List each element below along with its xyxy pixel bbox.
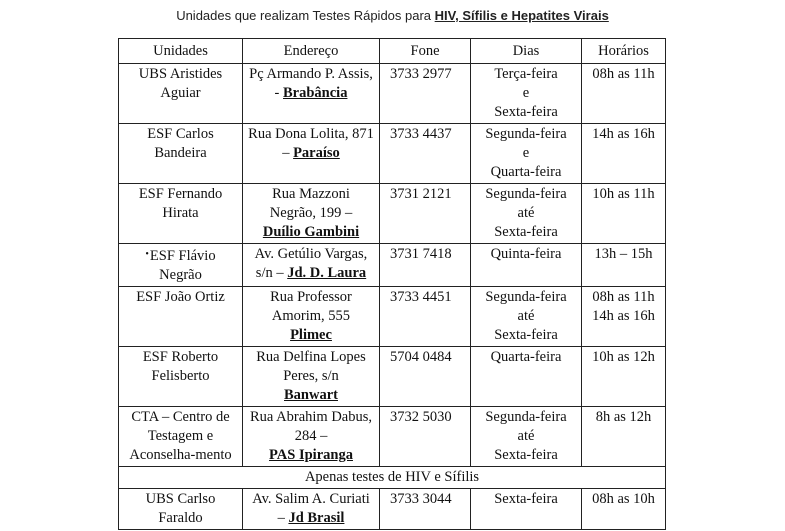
- unit-line: UBS Carlso: [145, 491, 216, 507]
- page-title: [0, 8, 785, 23]
- cell-unit: [119, 244, 243, 287]
- unit-line: Aconselha-mento: [129, 447, 232, 463]
- cell-hours: [582, 244, 666, 287]
- table-row: [119, 184, 666, 244]
- cell-phone: 3733 4451: [380, 287, 471, 347]
- section-note-row: [119, 467, 666, 489]
- unit-line: Testagem e: [147, 428, 214, 444]
- days-line: até: [517, 428, 535, 444]
- section-note: Apenas testes de HIV e Sífilis: [119, 467, 666, 489]
- hours-line: 10h as 11h: [592, 186, 655, 202]
- hours-line: 08h as 11h: [592, 66, 655, 82]
- table-row: [119, 287, 666, 347]
- cell-days: [471, 347, 582, 407]
- locality: Plimec: [290, 327, 332, 343]
- days-line: Sexta-feira: [494, 104, 558, 120]
- unit-line: [122, 245, 239, 266]
- cell-hours: [582, 489, 666, 530]
- table-row: [119, 244, 666, 287]
- cell-address: [243, 489, 380, 530]
- unit-line: ESF João Ortiz: [136, 289, 225, 305]
- locality-line: [246, 386, 376, 405]
- cell-address: [243, 244, 380, 287]
- cell-address: [243, 347, 380, 407]
- cell-address: [243, 64, 380, 124]
- locality: Banwart: [284, 387, 338, 403]
- unit-line: Bandeira: [154, 145, 207, 161]
- locality: Jd Brasil: [288, 510, 345, 526]
- locality: Duílio Gambini: [262, 224, 360, 240]
- unit-line: Aguiar: [160, 85, 201, 101]
- unit-line: Hirata: [162, 205, 199, 221]
- address-prefix: –: [277, 510, 289, 526]
- days-line: Sexta-feira: [494, 447, 558, 463]
- cell-days: [471, 124, 582, 184]
- address-line: Rua Professor: [270, 289, 352, 305]
- hours-line: 13h – 15h: [594, 246, 653, 262]
- header-horarios: Horários: [582, 39, 666, 64]
- cell-unit: [119, 489, 243, 530]
- cell-phone: 3731 7418: [380, 244, 471, 287]
- title-highlight: HIV, Sífilis e Hepatites Virais: [434, 8, 609, 23]
- cell-unit: [119, 287, 243, 347]
- cell-days: [471, 64, 582, 124]
- cell-days: [471, 244, 582, 287]
- days-line: e: [522, 145, 530, 161]
- cell-unit: [119, 64, 243, 124]
- days-line: Quarta-feira: [490, 349, 562, 365]
- unit-line: Felisberto: [151, 368, 210, 384]
- days-line: Sexta-feira: [494, 327, 558, 343]
- days-line: Sexta-feira: [494, 491, 558, 507]
- days-line: Segunda-feira: [485, 126, 567, 142]
- cell-address: [243, 407, 380, 467]
- table-row: [119, 64, 666, 124]
- unit-text: ESF Flávio: [149, 248, 216, 264]
- locality-line: [246, 446, 376, 465]
- cell-unit: [119, 124, 243, 184]
- locality: Jd. D. Laura: [287, 265, 367, 281]
- header-endereco: Endereço: [243, 39, 380, 64]
- hours-line: 08h as 10h: [592, 491, 655, 507]
- units-table: [118, 38, 666, 530]
- header-unidades: Unidades: [119, 39, 243, 64]
- days-line: até: [517, 308, 535, 324]
- bullet-icon: •: [145, 249, 149, 260]
- title-prefix: Unidades que realizam Testes Rápidos para: [176, 8, 435, 23]
- cell-hours: [582, 64, 666, 124]
- days-line: Quarta-feira: [490, 164, 562, 180]
- header-fone: Fone: [380, 39, 471, 64]
- days-line: Segunda-feira: [485, 409, 567, 425]
- days-line: Segunda-feira: [485, 289, 567, 305]
- address-line: Amorim, 555: [271, 308, 351, 324]
- cell-unit: [119, 347, 243, 407]
- unit-line: ESF Carlos: [147, 126, 214, 142]
- locality: PAS Ipiranga: [269, 447, 353, 463]
- locality-line: [246, 84, 376, 103]
- address-line: Rua Abrahim Dabus,: [249, 409, 373, 425]
- address-line: Rua Mazzoni: [272, 186, 350, 202]
- cell-address: [243, 184, 380, 244]
- cell-address: [243, 287, 380, 347]
- table-row: [119, 347, 666, 407]
- address-line: Peres, s/n: [283, 368, 339, 384]
- hours-line: 8h as 12h: [595, 409, 652, 425]
- table-row: [119, 124, 666, 184]
- days-line: Sexta-feira: [494, 224, 558, 240]
- locality: Brabância: [283, 85, 348, 101]
- days-line: até: [517, 205, 535, 221]
- unit-line: Faraldo: [158, 510, 203, 526]
- cell-days: [471, 287, 582, 347]
- cell-phone: 3733 2977: [380, 64, 471, 124]
- unit-line: ESF Fernando: [138, 186, 223, 202]
- hours-line: 14h as 16h: [592, 308, 655, 324]
- table-body: [119, 64, 666, 530]
- unit-line: UBS Aristides: [138, 66, 223, 82]
- cell-hours: [582, 347, 666, 407]
- address-line: Av. Salim A. Curiati: [252, 491, 370, 507]
- cell-unit: [119, 184, 243, 244]
- locality-line: [246, 326, 376, 345]
- locality: Paraíso: [293, 145, 340, 161]
- cell-hours: [582, 184, 666, 244]
- cell-hours: [582, 407, 666, 467]
- days-line: Segunda-feira: [485, 186, 567, 202]
- cell-phone: 3733 4437: [380, 124, 471, 184]
- hours-line: 08h as 11h: [592, 289, 655, 305]
- unit-line: Negrão: [159, 267, 202, 283]
- table-row: [119, 407, 666, 467]
- hours-line: 10h as 12h: [592, 349, 655, 365]
- table-row: [119, 489, 666, 530]
- address-line: 284 –: [294, 428, 328, 444]
- days-line: Quinta-feira: [490, 246, 562, 262]
- locality-line: [246, 264, 376, 283]
- address-line: Pç Armando P. Assis,: [249, 66, 373, 82]
- address-line: Rua Dona Lolita, 871: [248, 126, 374, 142]
- table-header-row: [119, 39, 666, 64]
- address-line: Rua Delfina Lopes: [256, 349, 366, 365]
- days-line: e: [522, 85, 530, 101]
- unit-line: CTA – Centro de: [131, 409, 230, 425]
- cell-phone: 3732 5030: [380, 407, 471, 467]
- hours-line: 14h as 16h: [592, 126, 655, 142]
- cell-days: [471, 489, 582, 530]
- unit-line: ESF Roberto: [142, 349, 219, 365]
- locality-line: [246, 144, 376, 163]
- cell-address: [243, 124, 380, 184]
- days-line: Terça-feira: [494, 66, 558, 82]
- cell-days: [471, 184, 582, 244]
- locality-line: [246, 509, 376, 528]
- cell-phone: 3733 3044: [380, 489, 471, 530]
- cell-phone: 5704 0484: [380, 347, 471, 407]
- header-dias: Dias: [471, 39, 582, 64]
- address-prefix: -: [274, 85, 283, 101]
- cell-days: [471, 407, 582, 467]
- cell-hours: [582, 287, 666, 347]
- cell-unit: [119, 407, 243, 467]
- cell-phone: 3731 2121: [380, 184, 471, 244]
- locality-line: [246, 223, 376, 242]
- address-prefix: –: [282, 145, 294, 161]
- address-prefix: s/n –: [255, 265, 288, 281]
- address-line: Av. Getúlio Vargas,: [254, 246, 368, 262]
- cell-hours: [582, 124, 666, 184]
- address-line: Negrão, 199 –: [269, 205, 353, 221]
